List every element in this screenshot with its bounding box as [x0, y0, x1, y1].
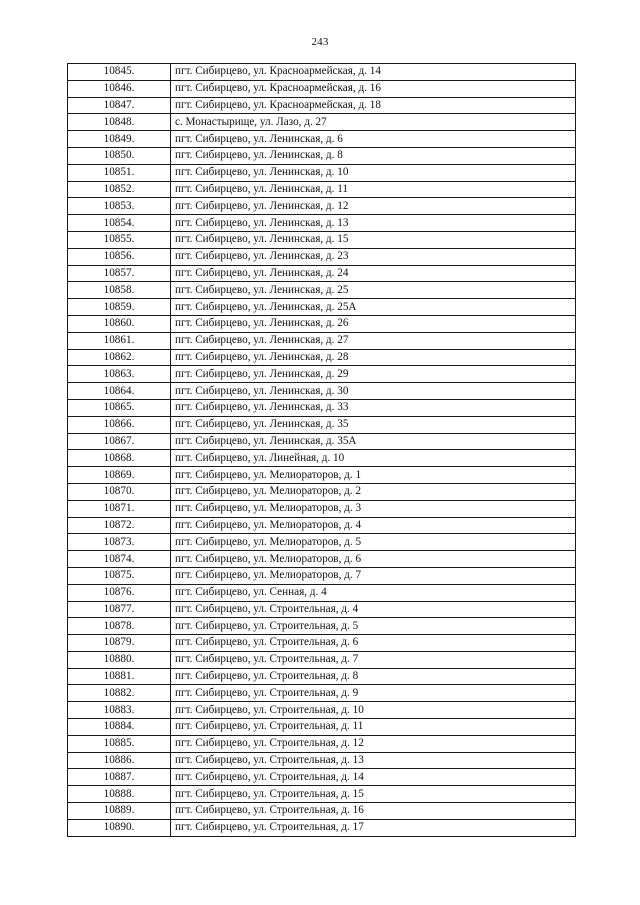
table-row: [68, 315, 576, 332]
address-cell: пгт. Сибирцево, ул. Ленинская, д. 35: [171, 416, 576, 433]
row-number-cell: 10868.: [68, 450, 171, 467]
table-row: [68, 450, 576, 467]
address-cell: пгт. Сибирцево, ул. Ленинская, д. 30: [171, 383, 576, 400]
table-row: [68, 752, 576, 769]
address-cell: пгт. Сибирцево, ул. Строительная, д. 14: [171, 769, 576, 786]
row-number-cell: 10879.: [68, 635, 171, 652]
row-number-cell: 10872.: [68, 517, 171, 534]
row-number-cell: 10858.: [68, 282, 171, 299]
table-row: [68, 80, 576, 97]
table-row: [68, 282, 576, 299]
table-row: [68, 567, 576, 584]
table-row: [68, 181, 576, 198]
row-number-cell: 10885.: [68, 735, 171, 752]
row-number-cell: 10877.: [68, 601, 171, 618]
table-row: [68, 500, 576, 517]
address-cell: пгт. Сибирцево, ул. Мелиораторов, д. 3: [171, 500, 576, 517]
address-cell: пгт. Сибирцево, ул. Линейная, д. 10: [171, 450, 576, 467]
row-number-cell: 10867.: [68, 433, 171, 450]
row-number-cell: 10888.: [68, 786, 171, 803]
row-number-cell: 10857.: [68, 265, 171, 282]
row-number-cell: 10870.: [68, 483, 171, 500]
table-row: [68, 819, 576, 836]
table-row: [68, 483, 576, 500]
address-cell: пгт. Сибирцево, ул. Строительная, д. 5: [171, 618, 576, 635]
address-cell: пгт. Сибирцево, ул. Красноармейская, д. 14: [171, 64, 576, 81]
address-cell: пгт. Сибирцево, ул. Строительная, д. 15: [171, 786, 576, 803]
row-number-cell: 10861.: [68, 332, 171, 349]
table-row: [68, 299, 576, 316]
address-cell: пгт. Сибирцево, ул. Мелиораторов, д. 2: [171, 483, 576, 500]
address-cell: пгт. Сибирцево, ул. Ленинская, д. 25А: [171, 299, 576, 316]
address-cell: пгт. Сибирцево, ул. Мелиораторов, д. 7: [171, 567, 576, 584]
address-cell: пгт. Сибирцево, ул. Ленинская, д. 26: [171, 315, 576, 332]
row-number-cell: 10876.: [68, 584, 171, 601]
address-cell: пгт. Сибирцево, ул. Ленинская, д. 6: [171, 131, 576, 148]
table-row: [68, 668, 576, 685]
row-number-cell: 10869.: [68, 467, 171, 484]
address-cell: пгт. Сибирцево, ул. Ленинская, д. 10: [171, 164, 576, 181]
row-number-cell: 10865.: [68, 399, 171, 416]
address-cell: пгт. Сибирцево, ул. Строительная, д. 6: [171, 635, 576, 652]
table-row: [68, 114, 576, 131]
address-cell: пгт. Сибирцево, ул. Ленинская, д. 13: [171, 215, 576, 232]
address-cell: пгт. Сибирцево, ул. Ленинская, д. 24: [171, 265, 576, 282]
address-cell: пгт. Сибирцево, ул. Ленинская, д. 33: [171, 399, 576, 416]
registry-table-body: [68, 64, 576, 837]
table-row: [68, 719, 576, 736]
row-number-cell: 10889.: [68, 803, 171, 820]
table-row: [68, 601, 576, 618]
row-number-cell: 10859.: [68, 299, 171, 316]
address-cell: пгт. Сибирцево, ул. Ленинская, д. 15: [171, 231, 576, 248]
table-row: [68, 651, 576, 668]
row-number-cell: 10871.: [68, 500, 171, 517]
address-cell: пгт. Сибирцево, ул. Строительная, д. 12: [171, 735, 576, 752]
table-row: [68, 467, 576, 484]
table-row: [68, 735, 576, 752]
row-number-cell: 10882.: [68, 685, 171, 702]
row-number-cell: 10849.: [68, 131, 171, 148]
table-row: [68, 164, 576, 181]
row-number-cell: 10845.: [68, 64, 171, 81]
table-row: [68, 147, 576, 164]
table-row: [68, 332, 576, 349]
table-row: [68, 517, 576, 534]
row-number-cell: 10848.: [68, 114, 171, 131]
row-number-cell: 10862.: [68, 349, 171, 366]
row-number-cell: 10852.: [68, 181, 171, 198]
table-row: [68, 383, 576, 400]
address-cell: пгт. Сибирцево, ул. Красноармейская, д. 16: [171, 80, 576, 97]
table-row: [68, 131, 576, 148]
table-row: [68, 803, 576, 820]
address-cell: пгт. Сибирцево, ул. Строительная, д. 16: [171, 803, 576, 820]
row-number-cell: 10850.: [68, 147, 171, 164]
row-number-cell: 10875.: [68, 567, 171, 584]
row-number-cell: 10883.: [68, 702, 171, 719]
row-number-cell: 10866.: [68, 416, 171, 433]
row-number-cell: 10860.: [68, 315, 171, 332]
row-number-cell: 10890.: [68, 819, 171, 836]
row-number-cell: 10854.: [68, 215, 171, 232]
address-cell: пгт. Сибирцево, ул. Мелиораторов, д. 5: [171, 534, 576, 551]
row-number-cell: 10851.: [68, 164, 171, 181]
table-row: [68, 265, 576, 282]
address-cell: пгт. Сибирцево, ул. Мелиораторов, д. 1: [171, 467, 576, 484]
row-number-cell: 10884.: [68, 719, 171, 736]
address-cell: пгт. Сибирцево, ул. Строительная, д. 13: [171, 752, 576, 769]
table-row: [68, 231, 576, 248]
table-row: [68, 198, 576, 215]
table-row: [68, 618, 576, 635]
table-row: [68, 433, 576, 450]
address-cell: пгт. Сибирцево, ул. Красноармейская, д. 18: [171, 97, 576, 114]
table-row: [68, 786, 576, 803]
table-row: [68, 97, 576, 114]
address-cell: пгт. Сибирцево, ул. Строительная, д. 8: [171, 668, 576, 685]
row-number-cell: 10863.: [68, 366, 171, 383]
row-number-cell: 10853.: [68, 198, 171, 215]
address-cell: пгт. Сибирцево, ул. Ленинская, д. 12: [171, 198, 576, 215]
row-number-cell: 10880.: [68, 651, 171, 668]
row-number-cell: 10864.: [68, 383, 171, 400]
address-cell: пгт. Сибирцево, ул. Строительная, д. 10: [171, 702, 576, 719]
table-row: [68, 366, 576, 383]
address-registry-table: [67, 63, 576, 837]
row-number-cell: 10878.: [68, 618, 171, 635]
table-row: [68, 635, 576, 652]
table-row: [68, 248, 576, 265]
table-row: [68, 534, 576, 551]
page-number: 243: [311, 36, 329, 48]
table-row: [68, 64, 576, 81]
row-number-cell: 10847.: [68, 97, 171, 114]
address-cell: пгт. Сибирцево, ул. Строительная, д. 11: [171, 719, 576, 736]
row-number-cell: 10887.: [68, 769, 171, 786]
address-cell: пгт. Сибирцево, ул. Ленинская, д. 27: [171, 332, 576, 349]
table-row: [68, 215, 576, 232]
address-cell: пгт. Сибирцево, ул. Ленинская, д. 28: [171, 349, 576, 366]
row-number-cell: 10855.: [68, 231, 171, 248]
address-cell: пгт. Сибирцево, ул. Строительная, д. 17: [171, 819, 576, 836]
address-cell: с. Монастырище, ул. Лазо, д. 27: [171, 114, 576, 131]
address-cell: пгт. Сибирцево, ул. Сенная, д. 4: [171, 584, 576, 601]
address-cell: пгт. Сибирцево, ул. Ленинская, д. 8: [171, 147, 576, 164]
table-row: [68, 702, 576, 719]
address-cell: пгт. Сибирцево, ул. Ленинская, д. 23: [171, 248, 576, 265]
row-number-cell: 10881.: [68, 668, 171, 685]
address-cell: пгт. Сибирцево, ул. Ленинская, д. 29: [171, 366, 576, 383]
row-number-cell: 10856.: [68, 248, 171, 265]
row-number-cell: 10873.: [68, 534, 171, 551]
table-row: [68, 416, 576, 433]
row-number-cell: 10874.: [68, 551, 171, 568]
table-row: [68, 685, 576, 702]
address-cell: пгт. Сибирцево, ул. Ленинская, д. 11: [171, 181, 576, 198]
address-cell: пгт. Сибирцево, ул. Строительная, д. 4: [171, 601, 576, 618]
row-number-cell: 10846.: [68, 80, 171, 97]
address-cell: пгт. Сибирцево, ул. Строительная, д. 9: [171, 685, 576, 702]
table-row: [68, 769, 576, 786]
table-row: [68, 551, 576, 568]
table-row: [68, 349, 576, 366]
address-cell: пгт. Сибирцево, ул. Строительная, д. 7: [171, 651, 576, 668]
row-number-cell: 10886.: [68, 752, 171, 769]
table-row: [68, 399, 576, 416]
address-cell: пгт. Сибирцево, ул. Мелиораторов, д. 6: [171, 551, 576, 568]
address-cell: пгт. Сибирцево, ул. Ленинская, д. 25: [171, 282, 576, 299]
address-cell: пгт. Сибирцево, ул. Мелиораторов, д. 4: [171, 517, 576, 534]
address-cell: пгт. Сибирцево, ул. Ленинская, д. 35А: [171, 433, 576, 450]
table-row: [68, 584, 576, 601]
